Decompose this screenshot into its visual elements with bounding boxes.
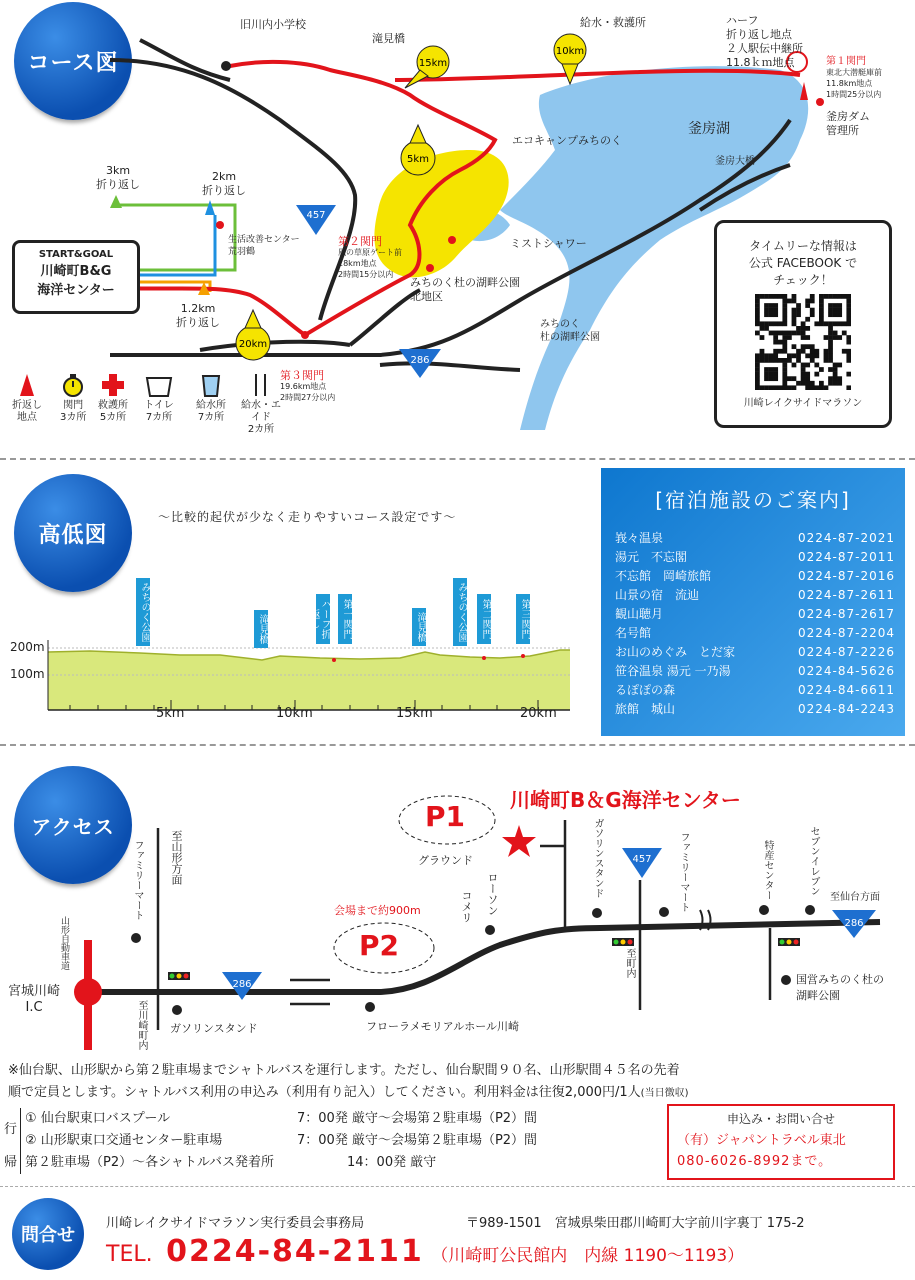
checkpoint-2: 第２関門 風の草原ゲート前 18km地点 2時間15分以内 — [338, 235, 402, 279]
label-eco-camp: エコキャンプみちのく — [512, 134, 622, 147]
label-gas2: ガソリンスタンド — [592, 818, 603, 898]
lodging-phone[interactable]: 0224-87-2021 — [797, 530, 895, 545]
label-water-aid: 給水・救護所 — [580, 16, 646, 29]
x-label-20km: 20km — [520, 706, 557, 721]
label-lake: 釜房湖 — [688, 121, 730, 137]
lodging-row — [615, 566, 895, 585]
lodging-name: 山景の宿 流辿 — [615, 588, 700, 602]
svg-text:5km: 5km — [407, 154, 429, 165]
legend-count: 2カ所 — [247, 424, 275, 435]
lodging-row — [615, 547, 895, 566]
tag-checkpoint-1: 第一関門 — [338, 594, 352, 644]
svg-text:286: 286 — [844, 918, 864, 929]
road-457-sign — [622, 848, 662, 878]
checkpoint-1: 第１関門 東北大潜艇庫前 11.8km地点 1時間25分以内 — [826, 56, 882, 99]
legend-label: 関門 — [63, 400, 84, 411]
venue-star-icon — [502, 825, 536, 857]
p2-note: 会場まで約900m — [334, 904, 421, 917]
road-286-sign — [222, 972, 262, 1000]
cone-icon — [12, 372, 42, 400]
label-flora: フローラメモリアルホール川崎 — [366, 1020, 520, 1033]
legend-count: 5カ所 — [99, 412, 127, 423]
label-turn-2km: 2km 折り返し — [202, 170, 246, 197]
lodging-row — [615, 699, 895, 718]
contact-address: 〒989-1501 宮城県柴田郡川崎町大字前川字裏丁 175-2 — [466, 1216, 805, 1231]
lodging-row — [615, 585, 895, 604]
legend-count: 7カ所 — [197, 412, 225, 423]
lodging-row — [615, 661, 895, 680]
lodging-phone[interactable]: 0224-84-6611 — [797, 682, 895, 697]
label-gas: ガソリンスタンド — [170, 1022, 258, 1035]
p1-label: P1 — [425, 800, 466, 833]
divider-2 — [0, 744, 915, 746]
label-dam-office: 釜房ダム 管理所 — [826, 110, 870, 137]
tag-michinoku-1: みちのく公園 — [136, 578, 150, 646]
lodging-row — [615, 680, 895, 699]
tag-michinoku-2: みちのく公園 — [453, 578, 467, 646]
lodging-name: 名号館 — [615, 626, 652, 640]
label-to-yamagata: 至山形方面 — [170, 830, 183, 885]
tag-checkpoint-2: 第二関門 — [477, 594, 491, 644]
qr-code-icon[interactable] — [755, 294, 851, 390]
p2-label: P2 — [359, 929, 400, 962]
lodging-phone[interactable]: 0224-87-2016 — [797, 568, 895, 583]
legend-count: 7カ所 — [145, 412, 173, 423]
label-familymart2: ファミリーマート — [678, 832, 689, 912]
label-to-sendai: 至仙台方面 — [830, 892, 880, 903]
legend-item — [60, 372, 86, 424]
svg-text:10km: 10km — [555, 46, 585, 57]
legend-label: トイレ — [144, 400, 174, 411]
lodging-row — [615, 604, 895, 623]
shuttle-note: ※仙台駅、山形駅から第２駐車場までシャトルバスを運行します。ただし、仙台駅間９０名、山形駅間４５名の先着 順で定員とします。シャトルバス利用の申込み（利用有り記入）してください。利用料金は往復2,000円/1人(当日徴収) — [8, 1063, 689, 1100]
km-15-balloon — [405, 46, 449, 88]
legend-label: 折返し — [12, 400, 42, 411]
tel-label: TEL. — [106, 1242, 153, 1267]
label-familymart: ファミリーマート — [132, 840, 143, 920]
label-park-north: みちのく杜の湖畔公園 北地区 — [410, 276, 520, 303]
cup-icon — [196, 372, 226, 400]
legend-item — [196, 372, 226, 424]
lodging-name: 観山聴月 — [615, 607, 664, 621]
label-to-town: 至町内 — [624, 948, 635, 978]
return-label: 帰 — [4, 1155, 18, 1170]
label-komeri: コメリ — [460, 890, 473, 923]
access-badge-label: アクセス — [31, 814, 115, 839]
elevation-subtitle: ～比較的起伏が少なく走りやすいコース設定です～ — [158, 510, 457, 524]
checkpoint-3: 第３関門 19.6km地点 2時間27分以内 — [280, 369, 336, 402]
go-label: 行 — [4, 1122, 18, 1137]
lodging-panel — [601, 468, 905, 736]
traffic-light-icon — [168, 938, 800, 980]
legend-item — [144, 372, 174, 424]
lodging-phone[interactable]: 0224-84-5626 — [797, 663, 895, 678]
tel-extension: （川崎町公民館内 内線 1190～1193） — [431, 1246, 745, 1266]
x-label-5km: 5km — [156, 706, 185, 721]
legend-item — [240, 372, 282, 436]
lodging-phone[interactable]: 0224-87-2611 — [797, 587, 895, 602]
contact-badge — [12, 1198, 84, 1270]
venue-title: 川崎町B＆G海洋センター — [510, 788, 741, 812]
lodging-name: るぽぽの森 — [615, 683, 676, 697]
facebook-qr-box: タイムリーな情報は 公式 FACEBOOK で チェック！ 川崎レイクサイドマラソン — [714, 220, 892, 428]
label-takimi-bridge: 滝見橋 — [372, 32, 405, 45]
label-bridge: 釜房大橋 — [715, 156, 755, 167]
ic-marker — [74, 978, 102, 1006]
lodging-phone[interactable]: 0224-87-2204 — [797, 625, 895, 640]
lodging-name: 笹谷温泉 湯元 一乃湯 — [615, 664, 731, 678]
svg-text:286: 286 — [232, 979, 252, 990]
tag-checkpoint-3: 第三関門 — [516, 594, 530, 644]
legend-item — [12, 372, 42, 424]
lodging-phone[interactable]: 0224-87-2226 — [797, 644, 895, 659]
contact-org: 川崎レイクサイドマラソン実行委員会事務局 — [106, 1216, 365, 1231]
label-lawson: ローソン — [486, 872, 499, 916]
label-mist: ミストシャワー — [510, 237, 587, 250]
x-label-10km: 10km — [276, 706, 313, 721]
label-park: みちのく 杜の湖畔公園 — [540, 319, 600, 343]
tag-takimi-1: 滝見橋 — [254, 610, 268, 648]
legend-count: 地点 — [17, 412, 37, 423]
label-national-park: 国営みちのく杜の 湖畔公園 — [796, 973, 884, 1002]
shuttle-schedule: 行 ① 仙台駅東口バスプール 7：00発 厳守～会場第２駐車場（P2）間 ② 山形駅東口交通センター駐車場 7：00発 厳守～会場第２駐車場（P2）間 帰 第２駐車場（P2）～各シャトルバス発着所 14：00発 厳守 — [4, 1108, 537, 1174]
map-legend — [12, 372, 282, 442]
lodging-phone[interactable]: 0224-84-2243 — [797, 701, 895, 716]
lodging-name: 峩々温泉 — [615, 531, 664, 545]
lodging-row — [615, 528, 895, 547]
legend-count: 3カ所 — [60, 412, 87, 423]
start-goal-box: START&GOAL 川崎町B&G 海洋センター — [12, 240, 140, 314]
svg-text:457: 457 — [306, 210, 326, 221]
legend-label: 救護所 — [98, 400, 128, 411]
legend-item — [98, 372, 128, 424]
legend-label: 給水所 — [196, 400, 226, 411]
tel-number[interactable]: 0224-84-2111 — [166, 1234, 424, 1269]
label-half-turn: ハーフ 折り返し地点 ２人駅伝中継所 11.8ｋｍ地点 — [726, 14, 803, 69]
label-ground: グラウンド — [418, 854, 473, 867]
lodging-table — [615, 528, 895, 718]
legend-label: 給水・エイド — [241, 400, 281, 423]
y-label-100: 100m — [10, 667, 45, 681]
tag-half-turn: ハーフ折返し — [316, 594, 330, 644]
y-label-200: 200m — [10, 640, 45, 654]
tag-takimi-2: 滝見橋 — [412, 608, 426, 646]
label-turn-3km: 3km 折り返し — [96, 164, 140, 191]
elevation-area — [48, 650, 570, 710]
label-center: 生活改善センター 荒羽鶴 — [228, 235, 300, 257]
elevation-badge-label: 高低図 — [38, 522, 108, 548]
svg-text:457: 457 — [632, 854, 652, 865]
divider-1 — [0, 458, 915, 460]
km-5-balloon — [401, 125, 435, 175]
cross-icon — [98, 372, 128, 400]
label-turn-1-2km: 1.2km 折り返し — [176, 302, 220, 329]
lodging-name: 不忘館 岡崎旅館 — [615, 569, 712, 583]
contact-tel-row — [106, 1234, 744, 1269]
label-to-kawasaki: 至川崎町内 — [136, 1000, 147, 1050]
lodging-row — [615, 642, 895, 661]
lodging-name: 旅館 城山 — [615, 702, 676, 716]
lodging-phone[interactable]: 0224-87-2011 — [797, 549, 895, 564]
label-seven: セブンイレブン — [808, 826, 819, 896]
lodging-name: 湯元 不忘閣 — [615, 550, 688, 564]
divider-3 — [0, 1186, 915, 1187]
lodging-name: お山のめぐみ とだ家 — [615, 645, 736, 659]
label-expressway: 山形自動車道 — [59, 916, 69, 970]
lodging-phone[interactable]: 0224-87-2617 — [797, 606, 895, 621]
contact-badge-label: 問合せ — [21, 1225, 75, 1246]
elevation-profile — [0, 560, 600, 730]
svg-text:20km: 20km — [238, 339, 268, 350]
cutlery-icon — [240, 372, 282, 400]
stopwatch-icon — [60, 372, 86, 400]
km-20-balloon — [236, 310, 270, 360]
apply-box: 申込み・お問い合せ （有）ジャパントラベル東北 080-6026-8992まで。 — [667, 1104, 895, 1180]
road-457-sign — [296, 205, 336, 235]
svg-text:15km: 15km — [418, 58, 448, 69]
x-label-15km: 15km — [396, 706, 433, 721]
label-ic: 宮城川崎 I.C — [8, 984, 61, 1015]
toilet-icon — [144, 372, 174, 400]
lodging-title: [宿泊施設のご案内] — [655, 488, 851, 512]
label-tokusan: 特産センター — [762, 840, 773, 900]
label-old-school: 旧川内小学校 — [240, 18, 306, 31]
course-badge-label: コース図 — [27, 50, 119, 76]
lodging-row — [615, 623, 895, 642]
svg-text:286: 286 — [410, 355, 430, 366]
